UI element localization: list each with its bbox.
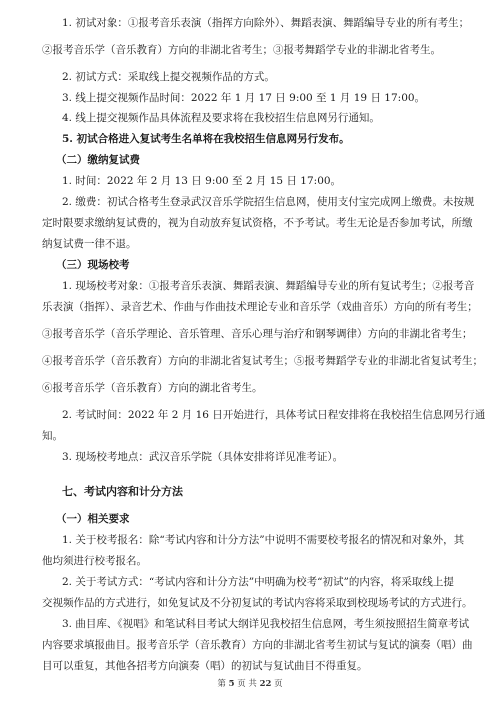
section-heading: （二）缴纳复试费	[56, 154, 140, 166]
text-line: ③报考音乐学（音乐学理论、音乐管理、音乐心理与治疗和钢琴调律）方向的非湖北省考生；	[42, 328, 473, 340]
text-line: 3. 曲目库、《视唱》和笔试科目考试大纲详见我校招生信息网，考生须按照招生简章考试	[62, 618, 470, 630]
text-line: 2. 考试时间：2022 年 2 月 16 日开始进行，具体考试日程安排将在我校招生信息网另行通	[62, 409, 486, 421]
text-line: 1. 时间：2022 年 2 月 13 日 9:00 至 2 月 15 日 17:00。	[62, 175, 342, 187]
text-line-emphasis: 5. 初试合格进入复试考生名单将在我校招生信息网另行发布。	[62, 133, 350, 145]
text-line: 2. 初试方式：采取线上提交视频作品的方式。	[62, 71, 275, 83]
text-line: 知。	[42, 430, 63, 442]
text-line: 内容要求填报曲目。报考音乐学（音乐教育）方向的非湖北省考生初试与复试的演奏（唱）曲	[42, 639, 473, 651]
text-line: ⑥报考音乐学（音乐教育）方向的湖北省考生。	[42, 382, 263, 394]
text-line: 1. 关于校考报名：除“考试内容和计分方法”中说明不需要校考报名的情况和对象外，其	[62, 534, 465, 546]
text-line: ②报考音乐学（音乐教育）方向的非湖北省考生；③报考舞蹈学专业的非湖北省考生。	[42, 44, 441, 56]
text-line: 1. 初试对象：①报考音乐表演（指挥方向除外）、舞蹈表演、舞蹈编导专业的所有考生；	[62, 17, 470, 29]
chapter-heading: 七、考试内容和计分方法	[62, 485, 183, 498]
page-footer	[0, 678, 500, 690]
text-line: 3. 线上提交视频作品时间：2022 年 1 月 17 日 9:00 至 1 月 19 日 17:00。	[62, 92, 426, 104]
text-line: 2. 关于考试方式：“考试内容和计分方法”中明确为校考“初试”的内容，将采取线上提	[62, 576, 454, 588]
text-line: 定时限要求缴纳复试费的，视为自动放弃复试资格，不予考试。考生无论是否参加考试，所缴	[42, 217, 473, 229]
text-line: 他均须进行校考报名。	[42, 555, 147, 567]
footer-prefix: 第	[217, 679, 226, 689]
text-line: 1. 现场校考对象：①报考音乐表演、舞蹈表演、舞蹈编导专业的所有复试考生；②报考音	[62, 280, 475, 292]
current-page-number: 5	[228, 679, 235, 689]
text-line: 3. 现场校考地点：武汉音乐学院（具体安排将详见准考证）。	[62, 451, 344, 463]
section-heading: （一）相关要求	[56, 513, 130, 525]
footer-mid: 页 共	[237, 679, 257, 689]
section-heading: （三）现场校考	[56, 259, 130, 271]
footer-suffix: 页	[274, 679, 283, 689]
text-line: 4. 线上提交视频作品具体流程及要求将在我校招生信息网另行通知。	[62, 112, 380, 124]
total-page-number: 22	[259, 679, 272, 689]
text-line: 目可以重复，其他各招考方向演奏（唱）的初试与复试曲目不得重复。	[42, 660, 368, 672]
text-line: 乐表演（指挥）、录音艺术、作曲与作曲技术理论专业和音乐学（戏曲音乐）方向的所有考生；	[42, 301, 478, 313]
text-line: ④报考音乐学（音乐教育）方向的非湖北省复试考生；⑤报考舞蹈学专业的非湖北省复试考生；	[42, 355, 483, 367]
text-line: 交视频作品的方式进行，如免复试及不分初复试的考试内容将采取到校现场考试的方式进行。	[42, 597, 473, 609]
text-line: 纳复试费一律不退。	[42, 238, 137, 250]
text-line: 2. 缴费：初试合格考生登录武汉音乐学院招生信息网，使用支付宝完成网上缴费。未按规	[62, 196, 475, 208]
